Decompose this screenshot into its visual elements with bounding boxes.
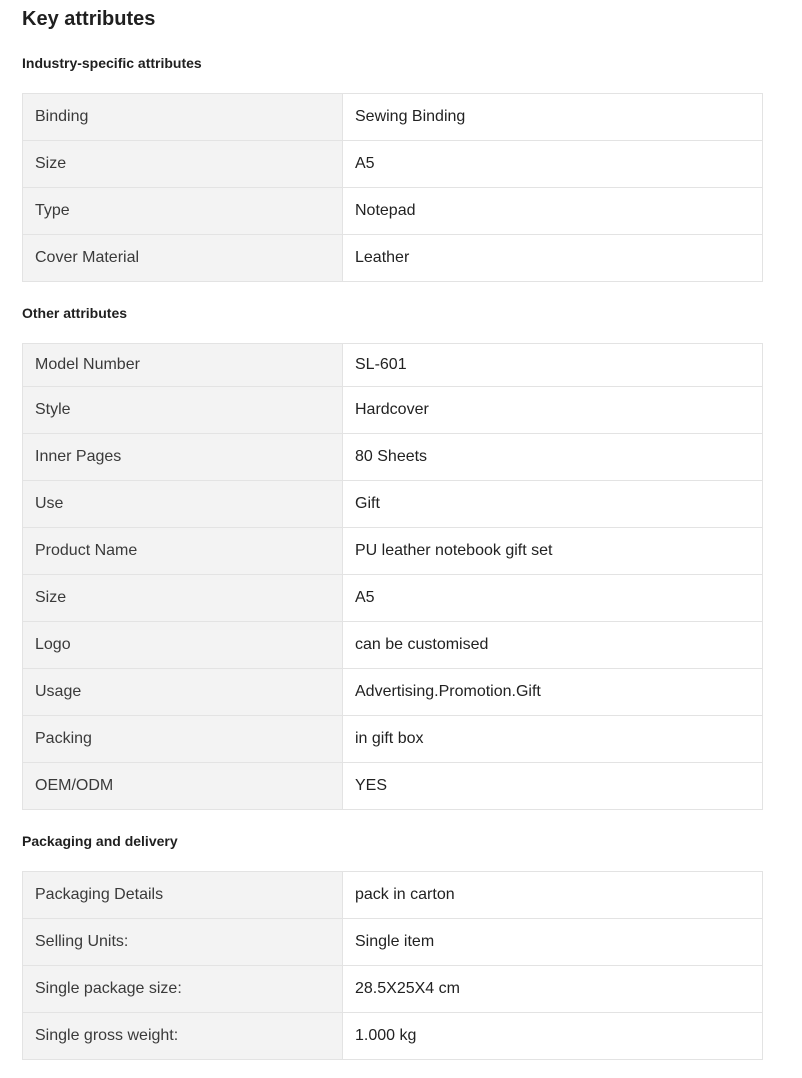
table-row <box>23 344 763 387</box>
attribute-value: 80 Sheets <box>343 434 763 481</box>
attribute-key: OEM/ODM <box>23 763 343 810</box>
attribute-key: Model Number <box>23 344 343 387</box>
attribute-value: A5 <box>343 141 763 188</box>
attribute-key: Single package size: <box>23 966 343 1013</box>
attribute-value: can be customised <box>343 622 763 669</box>
table-row <box>23 188 763 235</box>
attribute-value: Gift <box>343 481 763 528</box>
table-row <box>23 763 763 810</box>
section-heading-packaging-delivery: Packaging and delivery <box>22 833 178 849</box>
other-attributes-table <box>22 343 763 810</box>
table-row <box>23 919 763 966</box>
attribute-value: Advertising.Promotion.Gift <box>343 669 763 716</box>
attribute-key: Logo <box>23 622 343 669</box>
attribute-value: in gift box <box>343 716 763 763</box>
attribute-value: Leather <box>343 235 763 282</box>
attribute-key: Type <box>23 188 343 235</box>
page-title: Key attributes <box>22 8 156 30</box>
attribute-value: YES <box>343 763 763 810</box>
table-row <box>23 1013 763 1060</box>
attribute-key: Cover Material <box>23 235 343 282</box>
attribute-value: Hardcover <box>343 387 763 434</box>
table-row <box>23 94 763 141</box>
attribute-value: 1.000 kg <box>343 1013 763 1060</box>
attribute-value: 28.5X25X4 cm <box>343 966 763 1013</box>
attribute-key: Size <box>23 575 343 622</box>
attribute-value: SL-601 <box>343 344 763 387</box>
attribute-key: Use <box>23 481 343 528</box>
attribute-key: Selling Units: <box>23 919 343 966</box>
attribute-value: A5 <box>343 575 763 622</box>
attribute-value: Notepad <box>343 188 763 235</box>
attribute-key: Inner Pages <box>23 434 343 481</box>
attribute-key: Size <box>23 141 343 188</box>
table-row <box>23 528 763 575</box>
table-row <box>23 235 763 282</box>
attribute-value: PU leather notebook gift set <box>343 528 763 575</box>
table-row <box>23 387 763 434</box>
attribute-key: Style <box>23 387 343 434</box>
attribute-value: Sewing Binding <box>343 94 763 141</box>
table-row <box>23 434 763 481</box>
industry-specific-attributes-table <box>22 93 763 282</box>
section-heading-industry-specific: Industry-specific attributes <box>22 55 202 71</box>
table-row <box>23 872 763 919</box>
table-row <box>23 716 763 763</box>
table-row <box>23 575 763 622</box>
section-heading-other-attributes: Other attributes <box>22 305 128 321</box>
table-row <box>23 141 763 188</box>
attribute-key: Packing <box>23 716 343 763</box>
table-row <box>23 622 763 669</box>
attribute-key: Single gross weight: <box>23 1013 343 1060</box>
attribute-key: Packaging Details <box>23 872 343 919</box>
table-row <box>23 481 763 528</box>
packaging-delivery-table <box>22 871 763 1060</box>
attribute-key: Binding <box>23 94 343 141</box>
attribute-key: Usage <box>23 669 343 716</box>
table-row <box>23 669 763 716</box>
attribute-key: Product Name <box>23 528 343 575</box>
table-row <box>23 966 763 1013</box>
attribute-value: Single item <box>343 919 763 966</box>
attribute-value: pack in carton <box>343 872 763 919</box>
